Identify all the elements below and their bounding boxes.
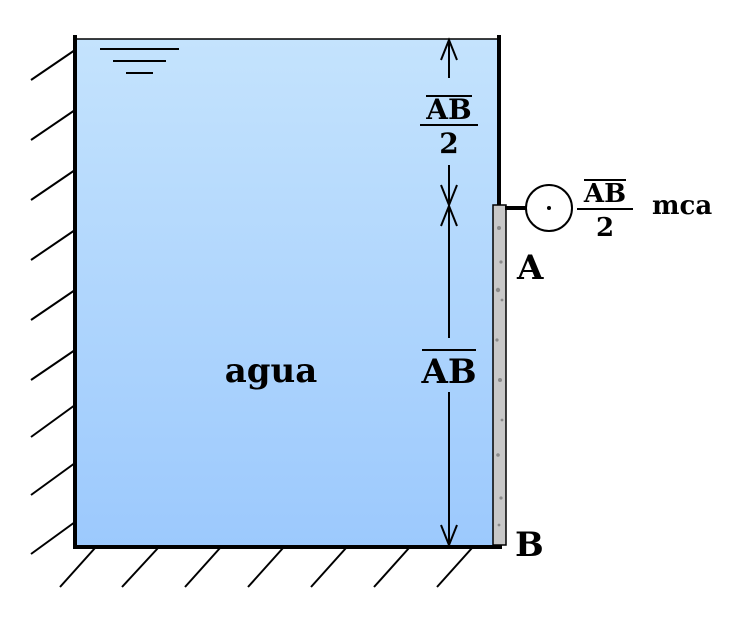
point-b-label: B — [515, 525, 544, 565]
pressure-gauge — [505, 185, 572, 231]
upper-dimension-denominator: 2 — [439, 127, 459, 160]
fluid-label: agua — [224, 351, 318, 391]
left-wall-hatching — [31, 50, 75, 554]
gauge-reading-denominator: 2 — [595, 213, 615, 243]
lower-dimension-text: AB — [421, 352, 477, 392]
gauge-reading-unit: mca — [652, 191, 713, 221]
gauge-reading — [577, 179, 712, 243]
point-a-label: A — [517, 248, 544, 288]
gate-ab — [493, 205, 506, 545]
upper-dimension-numerator: AB — [426, 93, 472, 126]
floor-hatching — [60, 548, 472, 587]
gauge-reading-numerator: AB — [583, 179, 627, 209]
lower-dimension-label — [420, 350, 476, 392]
